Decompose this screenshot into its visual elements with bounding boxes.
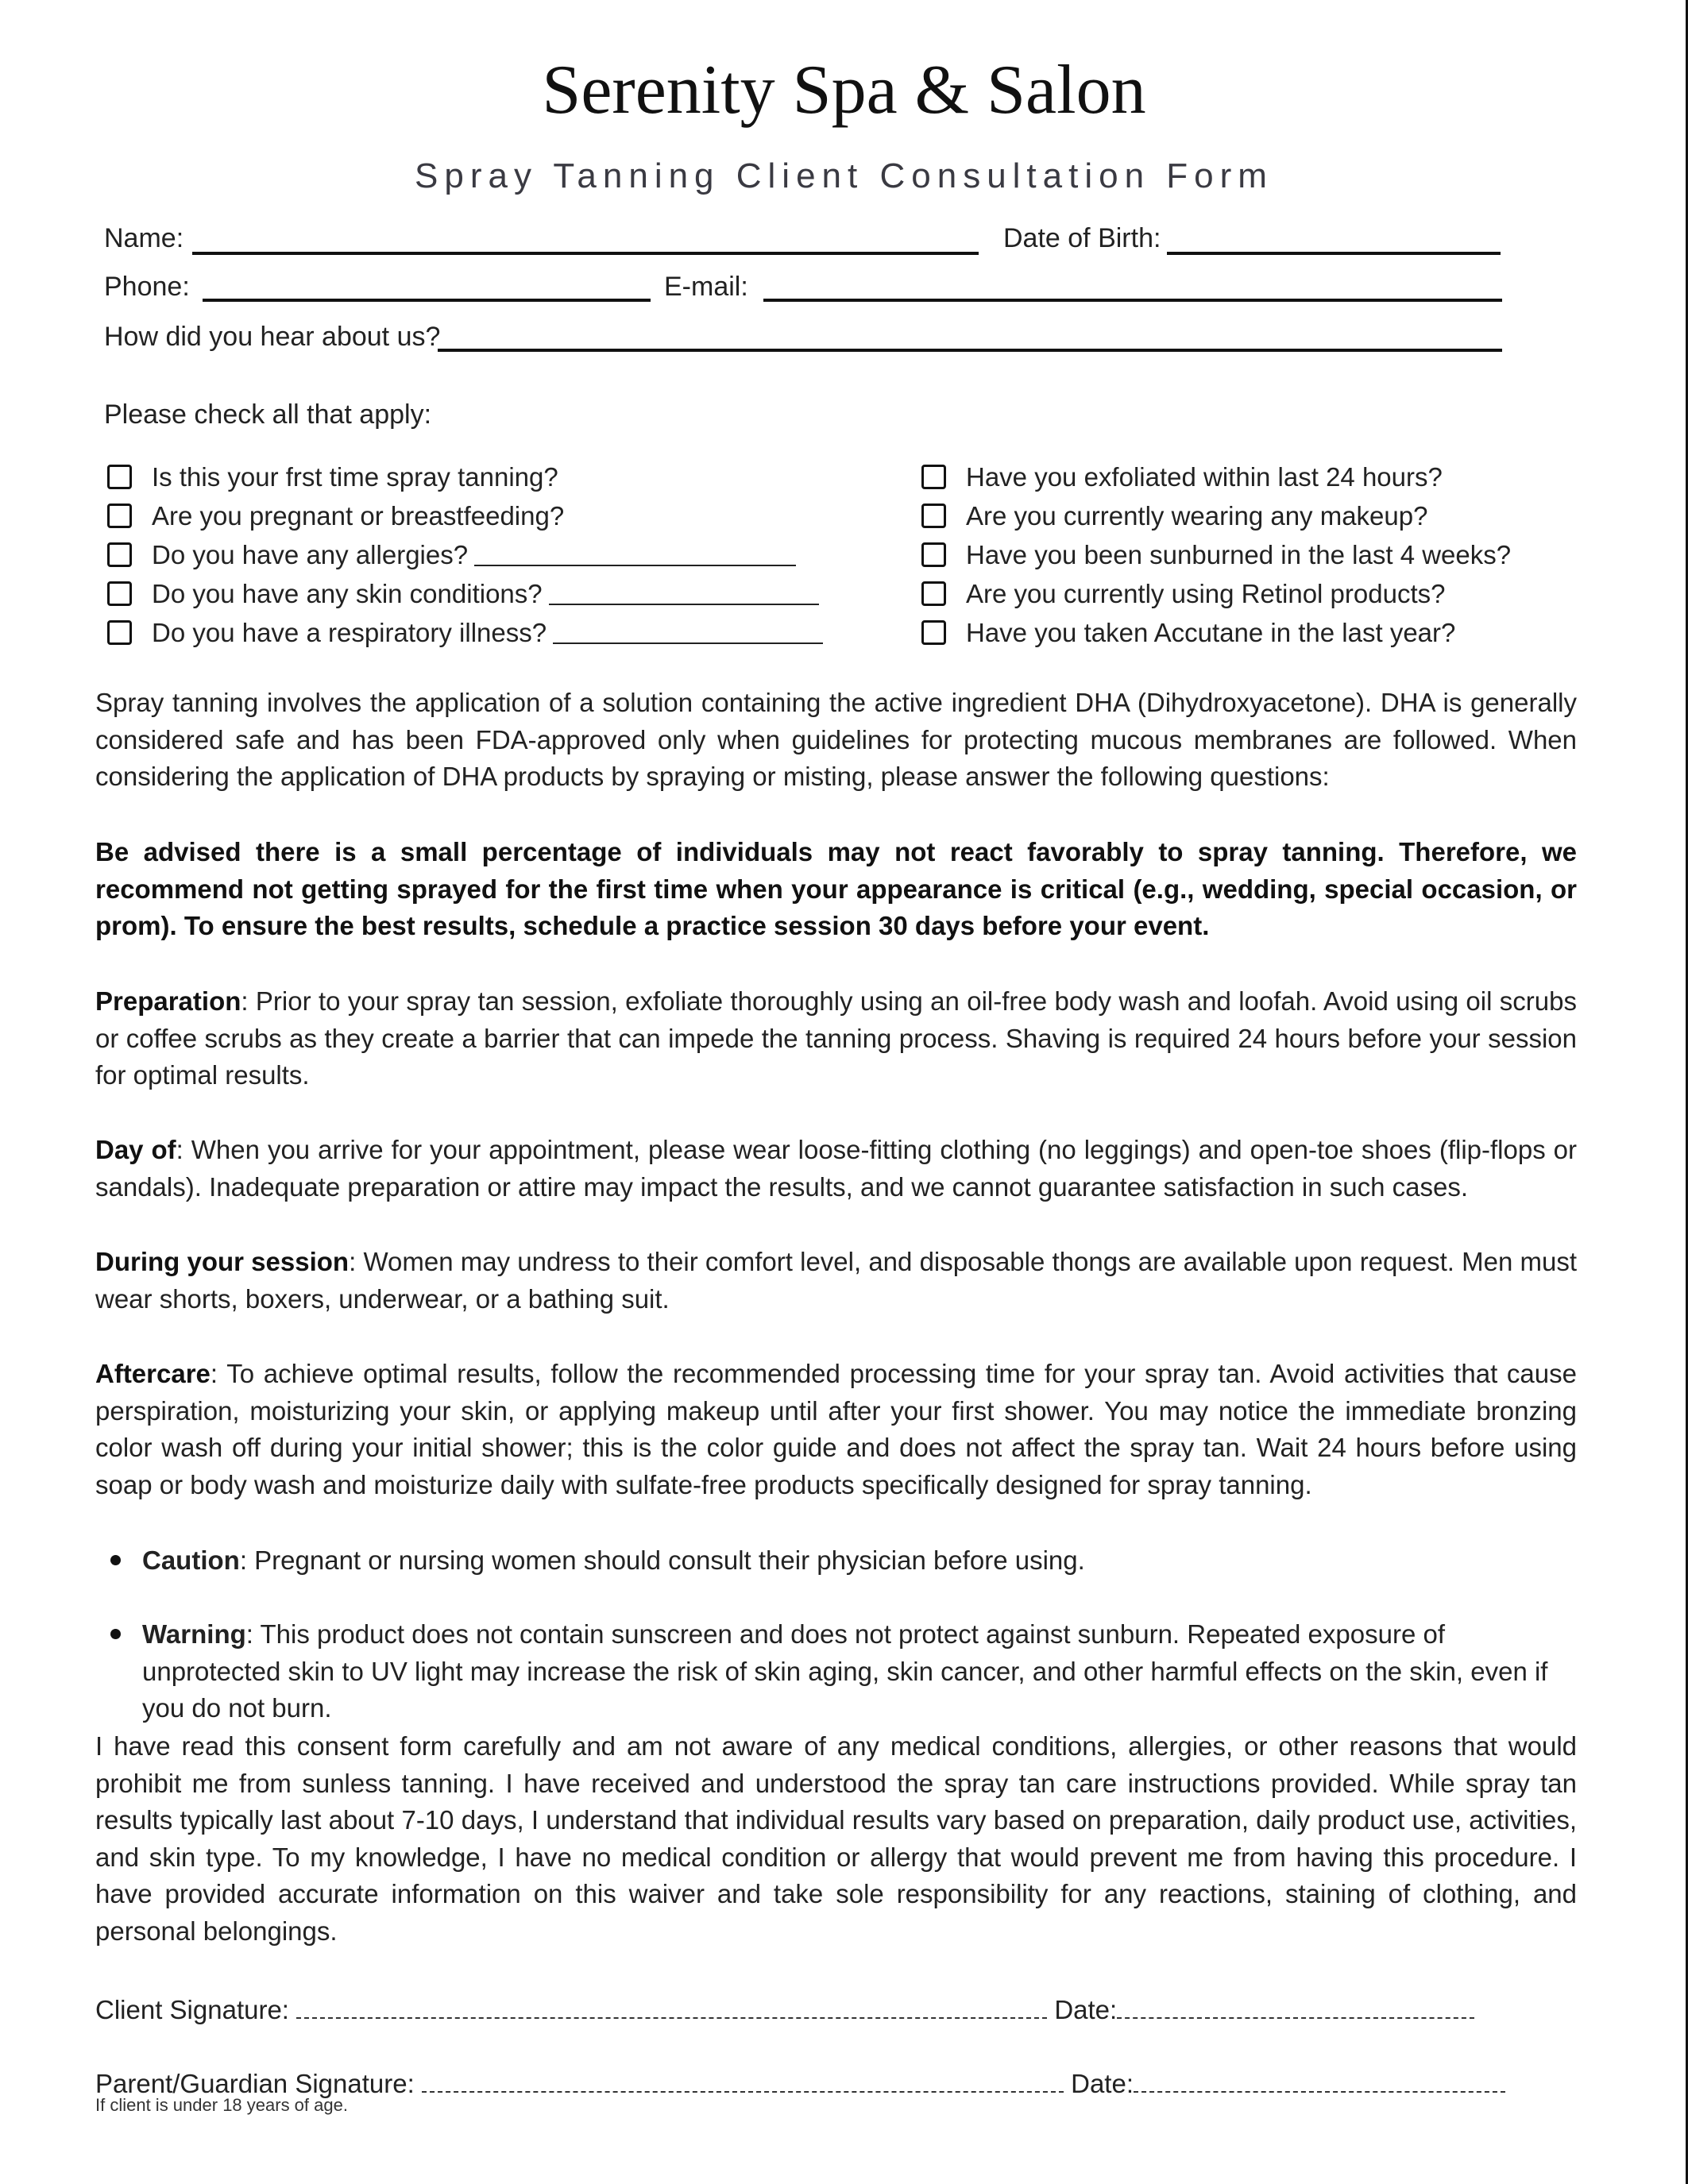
checklist-item-label: Have you exfoliated within last 24 hours? (966, 461, 1443, 492)
caution-bullet-list (95, 1542, 1577, 1580)
preparation-text: : Prior to your spray tan session, exfoliate thoroughly using an oil-free body wash and loofah. Avoid using oil scrubs or coffee scrubs as they create a barrier that can impede the tanning process. Shaving is required 24 hours before your session for optimal results. (95, 986, 1577, 1090)
checklist-item (107, 457, 823, 496)
checkbox[interactable] (107, 620, 132, 645)
checklist-item-label: Have you taken Accutane in the last year? (966, 617, 1456, 647)
checklist-item-label: Have you been sunburned in the last 4 weeks? (966, 539, 1512, 569)
checkbox[interactable] (921, 620, 946, 645)
day-of-paragraph (95, 1132, 1577, 1206)
dob-label: Date of Birth: (1003, 223, 1161, 253)
client-date-label: Date: (1054, 1995, 1118, 2024)
checkbox[interactable] (921, 465, 946, 489)
session-text: : Women may undress to their comfort level, and disposable thongs are available upon request. Men must wear shorts, boxers, underwear, or a bathing suit. (95, 1247, 1578, 1314)
checklist-right (921, 457, 1511, 652)
bullet-icon (110, 1629, 121, 1639)
checklist-item (921, 535, 1511, 574)
dob-input[interactable] (1167, 225, 1507, 253)
session-title: During your session (95, 1247, 350, 1276)
day-of-text: : When you arrive for your appointment, please wear loose-fitting clothing (no leggings) and open-toe shoes (flip-flops or sandals). Inadequate preparation or attire may impact the results, and we cannot guarantee satisfaction in such cases. (95, 1135, 1578, 1202)
guardian-signature-field[interactable] (422, 2067, 1064, 2093)
checklist-item-label: Are you currently wearing any makeup? (966, 500, 1428, 531)
guardian-signature-row (95, 2067, 1505, 2099)
checklist-item (107, 613, 823, 652)
client-signature-field[interactable] (296, 1993, 1047, 2019)
client-signature-row (95, 1993, 1474, 2025)
checklist-item-label: Do you have any skin conditions? (152, 578, 543, 608)
guardian-date-label: Date: (1071, 2069, 1134, 2098)
skin-conditions-blank[interactable] (549, 583, 819, 605)
referral-label: How did you hear about us? (104, 322, 441, 352)
bullet-item-warning (95, 1616, 1577, 1727)
checklist-left (107, 457, 823, 652)
checklist-item-label: Is this your frst time spray tanning? (152, 461, 558, 492)
checkbox[interactable] (107, 581, 132, 606)
email-input[interactable] (763, 273, 1508, 302)
email-label: E-mail: (664, 272, 748, 302)
aftercare-text: : To achieve optimal results, follow the recommended processing time for your spray tan. Avoid activities that cause perspiration, moisturizing your skin, or applying makeup until after your first shower. You may notice the immediate bronzing color wash off during your initial shower; this is the color guide and does not affect the spray tan. Wait 24 hours before using soap or body wash and moisturize daily with sulfate-free products specifically designed for spray tanning. (95, 1359, 1577, 1499)
checkbox[interactable] (921, 581, 946, 606)
session-paragraph (95, 1244, 1577, 1318)
aftercare-title: Aftercare (95, 1359, 211, 1388)
referral-input[interactable] (438, 323, 1508, 352)
bullet-text: : This product does not contain sunscreen and does not protect against sunburn. Repeated exposure of unprotected skin to UV light may increase the risk of skin aging, skin cancer, and other harmful effects on the skin, even if you do not burn. (142, 1619, 1548, 1723)
checklist-item (921, 496, 1511, 535)
bullet-item-caution (95, 1542, 1577, 1580)
checklist-item (921, 613, 1511, 652)
phone-input[interactable] (203, 273, 657, 302)
phone-label: Phone: (104, 272, 190, 302)
checklist-item (107, 574, 823, 613)
checkbox[interactable] (921, 504, 946, 528)
checklist-item (107, 535, 823, 574)
name-label: Name: (104, 223, 184, 253)
bullet-title: Caution (142, 1545, 240, 1575)
form-subtitle: Spray Tanning Client Consultation Form (415, 156, 1273, 195)
aftercare-paragraph (95, 1356, 1577, 1503)
intro-paragraph: Spray tanning involves the application of a solution containing the active ingredient DHA (Dihydroxyacetone). DHA is generally considered safe and has been FDA-approved only when guidelines for protecting mucous membranes are followed. When considering the application of DHA products by spraying or misting, please answer the following questions: (95, 688, 1577, 791)
respiratory-blank[interactable] (553, 622, 823, 644)
page-title: Serenity Spa & Salon (542, 52, 1146, 129)
checklist-item-label: Do you have any allergies? (152, 539, 469, 569)
checklist-item-label: Are you pregnant or breastfeeding? (152, 500, 565, 531)
checkbox[interactable] (921, 542, 946, 567)
checklist-item (921, 574, 1511, 613)
bullet-icon (110, 1555, 121, 1565)
guardian-note: If client is under 18 years of age. (95, 2095, 348, 2115)
checklist-heading: Please check all that apply: (104, 399, 432, 430)
guardian-signature-label: Parent/Guardian Signature: (95, 2069, 415, 2098)
client-date-field[interactable] (1117, 1993, 1474, 2019)
warning-bullet-list (95, 1616, 1577, 1727)
checklist-item (107, 496, 823, 535)
client-signature-label: Client Signature: (95, 1995, 289, 2024)
preparation-paragraph (95, 983, 1577, 1094)
checklist-item-label: Do you have a respiratory illness? (152, 617, 547, 647)
preparation-title: Preparation (95, 986, 241, 1016)
name-input[interactable] (192, 225, 985, 253)
checklist-item-label: Are you currently using Retinol products? (966, 578, 1446, 608)
consent-paragraph: I have read this consent form carefully and am not aware of any medical conditions, allergies, or other reasons that would prohibit me from sunless tanning. I have received and understood the spray tan care instructions provided. While spray tan results typically last about 7-10 days, I understand that individual results vary based on preparation, daily product use, activities, and skin type. To my knowledge, I have no medical condition or allergy that would prevent me from having this procedure. I have provided accurate information on this waiver and take sole responsibility for any reactions, staining of clothing, and personal belongings. (95, 1731, 1577, 1946)
checklist-item (921, 457, 1511, 496)
day-of-title: Day of (95, 1135, 176, 1164)
advisory-paragraph: Be advised there is a small percentage of individuals may not react favorably to spray tanning. Therefore, we recommend not getting sprayed for the first time when your appearance is critical (e.g., wedding, special occasion, or prom). To ensure the best results, schedule a practice session 30 days before your event. (95, 837, 1577, 940)
checkbox[interactable] (107, 542, 132, 567)
bullet-text: : Pregnant or nursing women should consult their physician before using. (239, 1545, 1085, 1575)
allergies-blank[interactable] (474, 544, 796, 566)
checkbox[interactable] (107, 504, 132, 528)
checkbox[interactable] (107, 465, 132, 489)
guardian-date-field[interactable] (1134, 2067, 1505, 2093)
bullet-title: Warning (142, 1619, 246, 1649)
